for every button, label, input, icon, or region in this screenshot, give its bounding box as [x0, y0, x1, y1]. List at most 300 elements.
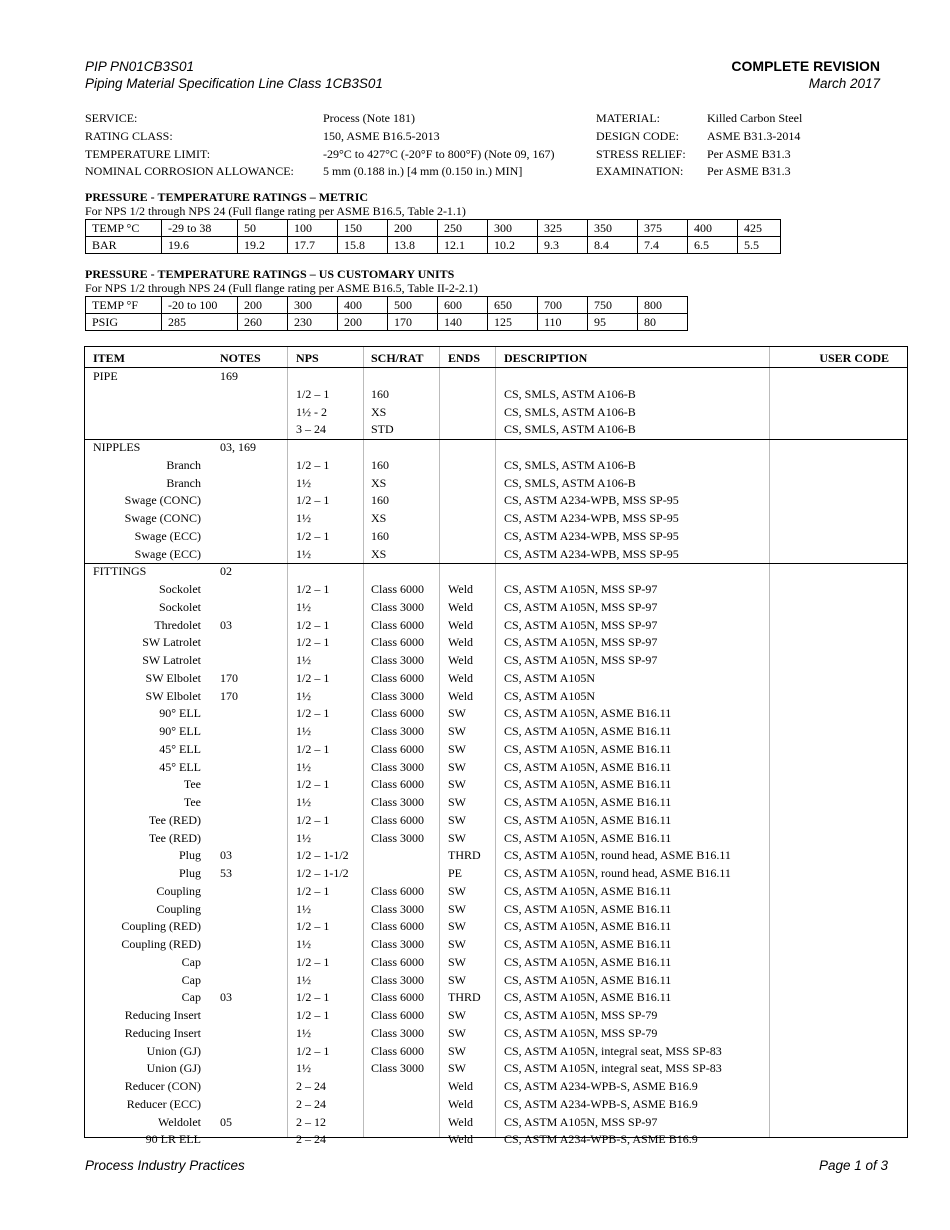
row-description: CS, ASTM A105N, ASME B16.11 — [504, 706, 672, 721]
table-cell: 750 — [588, 297, 638, 314]
table-cell: 350 — [588, 220, 638, 237]
table-row — [85, 670, 907, 688]
row-nps: 1½ — [296, 546, 311, 561]
info-label: TEMPERATURE LIMIT: — [85, 146, 211, 161]
row-sch: Class 3000 — [371, 901, 425, 916]
table-cell: 200 — [388, 220, 438, 237]
group-notes: 03, 169 — [220, 440, 256, 454]
row-sch: Class 6000 — [371, 777, 425, 792]
us-psig-row — [86, 314, 688, 331]
row-ends: SW — [448, 812, 466, 827]
table-row — [85, 901, 907, 919]
info-label: RATING CLASS: — [85, 128, 173, 143]
row-ends: Weld — [448, 635, 474, 650]
row-ends: THRD — [448, 990, 481, 1005]
row-description: CS, ASTM A105N — [504, 688, 596, 703]
row-sch: Class 3000 — [371, 1025, 425, 1040]
table-cell: 170 — [388, 314, 438, 331]
header-item: ITEM — [93, 351, 126, 365]
table-row — [85, 1025, 907, 1043]
table-cell: 200 — [338, 314, 388, 331]
row-subitem: Union (GJ) — [146, 1043, 201, 1058]
row-nps: 2 – 24 — [296, 1096, 326, 1111]
info-value: 5 mm (0.188 in.) [4 mm (0.150 in.) MIN] — [323, 164, 523, 179]
row-notes: 03 — [220, 990, 232, 1005]
metric-bar-row — [86, 237, 781, 254]
info-label: MATERIAL: — [596, 111, 660, 125]
footer-org: Process Industry Practices — [85, 1158, 245, 1173]
table-cell: 150 — [338, 220, 388, 237]
table-cell: 17.7 — [288, 237, 338, 254]
row-sch: Class 3000 — [371, 724, 425, 738]
row-sch: Class 3000 — [371, 795, 425, 809]
row-nps: 2 – 12 — [296, 1114, 326, 1129]
group-notes: 02 — [220, 564, 232, 579]
info-value: Per ASME B31.3 — [707, 164, 791, 179]
table-row — [85, 1060, 907, 1078]
table-cell: 800 — [638, 297, 688, 314]
row-nps: 1½ — [296, 759, 311, 774]
table-row — [85, 776, 907, 794]
group-item: PIPE — [93, 369, 118, 383]
table-row — [85, 475, 907, 493]
row-subitem: Branch — [166, 475, 201, 490]
row-description: CS, ASTM A234-WPB-S, ASME B16.9 — [504, 1096, 698, 1111]
row-sch: XS — [371, 511, 387, 525]
row-nps: 1½ — [296, 599, 311, 614]
row-ends: PE — [448, 866, 463, 880]
info-labels-left — [85, 110, 294, 181]
row-notes: 03 — [220, 617, 232, 632]
row-nps: 1/2 – 1 — [296, 457, 330, 472]
row-nps: 1/2 – 1 — [296, 386, 330, 401]
row-subitem: Swage (CONC) — [124, 511, 201, 525]
row-subitem: Plug — [178, 848, 201, 863]
table-row — [85, 759, 907, 777]
row-subitem: Tee (RED) — [148, 812, 201, 827]
table-row — [85, 652, 907, 670]
us-subtitle: For NPS 1/2 through NPS 24 (Full flange rating per ASME B16.5, Table II-2-2.1) — [85, 281, 478, 295]
group-notes: 169 — [220, 369, 238, 383]
table-cell: 8.4 — [588, 237, 638, 254]
revision-label: COMPLETE REVISION — [731, 58, 880, 74]
table-cell: 50 — [238, 220, 288, 237]
us-ratings-table — [85, 296, 688, 331]
row-subitem: Union (GJ) — [146, 1061, 201, 1076]
table-row — [85, 528, 907, 546]
header-user-code: USER CODE — [819, 351, 889, 365]
table-cell: 10.2 — [488, 237, 538, 254]
row-ends: SW — [448, 937, 466, 951]
row-sch: Class 3000 — [371, 1061, 425, 1076]
table-row — [85, 1096, 907, 1114]
row-subitem: 90° ELL — [159, 724, 201, 738]
header-notes: NOTES — [220, 351, 261, 365]
table-cell: 250 — [438, 220, 488, 237]
row-nps: 1/2 – 1 — [296, 919, 330, 934]
table-row — [85, 599, 907, 617]
table-row — [85, 634, 907, 652]
table-row — [85, 972, 907, 990]
row-subitem: Coupling — [156, 901, 201, 916]
table-cell: 12.1 — [438, 237, 488, 254]
table-cell: 260 — [238, 314, 288, 331]
row-sch: Class 6000 — [371, 812, 425, 827]
row-nps: 2 – 24 — [296, 1132, 326, 1147]
table-row — [85, 404, 907, 422]
row-notes: 53 — [220, 866, 232, 880]
row-ends: Weld — [448, 617, 474, 632]
table-cell: 9.3 — [538, 237, 588, 254]
header-sch: SCH/RAT — [371, 351, 424, 365]
group-item: FITTINGS — [93, 564, 147, 579]
row-subitem: Cap — [181, 954, 201, 969]
row-subitem: SW Elbolet — [145, 688, 201, 703]
table-row — [85, 1114, 907, 1132]
table-cell: TEMP °F — [86, 297, 162, 314]
row-nps: 1/2 – 1 — [296, 706, 330, 721]
row-notes: 05 — [220, 1114, 232, 1129]
page-number: Page 1 of 3 — [818, 1158, 888, 1173]
table-cell: 400 — [338, 297, 388, 314]
row-sch: Class 6000 — [371, 706, 425, 721]
row-nps: 1½ — [296, 724, 311, 738]
group-row — [85, 368, 907, 386]
table-row — [85, 812, 907, 830]
table-cell: 200 — [238, 297, 288, 314]
row-nps: 1½ — [296, 830, 311, 845]
row-ends: SW — [448, 954, 466, 969]
row-ends: SW — [448, 830, 466, 845]
row-ends: SW — [448, 1025, 466, 1040]
doc-id: PIP PN01CB3S01 — [85, 59, 195, 74]
row-description: CS, ASTM A234-WPB, MSS SP-95 — [504, 511, 679, 525]
row-nps: 1½ — [296, 511, 311, 525]
row-description: CS, ASTM A105N, ASME B16.11 — [504, 937, 672, 951]
table-cell: 300 — [488, 220, 538, 237]
row-description: CS, SMLS, ASTM A106-B — [504, 457, 636, 472]
row-nps: 1/2 – 1 — [296, 990, 330, 1005]
row-nps: 1½ — [296, 901, 311, 916]
row-sch: Class 6000 — [371, 582, 425, 596]
table-cell: 600 — [438, 297, 488, 314]
table-row — [85, 1078, 907, 1096]
table-cell: 300 — [288, 297, 338, 314]
row-description: CS, ASTM A105N, ASME B16.11 — [504, 990, 672, 1005]
table-row — [85, 1007, 907, 1025]
row-sch: STD — [371, 422, 394, 437]
row-ends: Weld — [448, 670, 474, 685]
spec-table — [84, 346, 908, 1147]
table-row — [85, 954, 907, 972]
row-subitem: Tee — [183, 795, 201, 809]
table-cell: 425 — [738, 220, 781, 237]
row-ends: SW — [448, 919, 466, 934]
table-row — [85, 1043, 907, 1061]
table-cell: 500 — [388, 297, 438, 314]
row-ends: Weld — [448, 582, 474, 596]
row-nps: 1/2 – 1 — [296, 493, 330, 508]
table-cell: 375 — [638, 220, 688, 237]
row-sch: Class 6000 — [371, 954, 425, 969]
row-sch: Class 3000 — [371, 688, 425, 703]
row-description: CS, ASTM A105N, round head, ASME B16.11 — [504, 848, 731, 863]
table-cell: -29 to 38 — [162, 220, 238, 237]
group-row — [85, 439, 907, 457]
row-ends: THRD — [448, 848, 481, 863]
table-row — [85, 1131, 907, 1149]
row-subitem: SW Latrolet — [142, 635, 201, 650]
row-subitem: Coupling (RED) — [121, 919, 201, 934]
table-cell: 325 — [538, 220, 588, 237]
row-subitem: Sockolet — [159, 599, 201, 614]
us-ratings-heading — [85, 267, 478, 295]
metric-ratings-table — [85, 219, 781, 254]
row-nps: 1/2 – 1 — [296, 582, 330, 596]
row-description: CS, ASTM A105N, MSS SP-97 — [504, 653, 658, 667]
table-row — [85, 510, 907, 528]
table-cell: 140 — [438, 314, 488, 331]
row-subitem: Branch — [166, 457, 201, 472]
row-description: CS, SMLS, ASTM A106-B — [504, 475, 636, 490]
table-cell: 6.5 — [688, 237, 738, 254]
row-description: CS, ASTM A105N, ASME B16.11 — [504, 777, 672, 792]
row-nps: 1/2 – 1 — [296, 741, 330, 756]
row-description: CS, ASTM A105N, ASME B16.11 — [504, 759, 672, 774]
info-label: EXAMINATION: — [596, 164, 684, 179]
table-cell: 5.5 — [738, 237, 781, 254]
info-label: DESIGN CODE: — [596, 128, 679, 143]
table-cell: -20 to 100 — [162, 297, 238, 314]
info-values-right — [707, 110, 802, 181]
table-row — [85, 386, 907, 404]
row-description: CS, ASTM A105N, MSS SP-97 — [504, 1114, 658, 1129]
row-description: CS, ASTM A234-WPB, MSS SP-95 — [504, 528, 679, 543]
info-values-left — [323, 110, 555, 181]
row-description: CS, ASTM A105N, ASME B16.11 — [504, 919, 672, 934]
metric-subtitle: For NPS 1/2 through NPS 24 (Full flange rating per ASME B16.5, Table 2-1.1) — [85, 204, 466, 218]
row-subitem: Tee (RED) — [148, 830, 201, 845]
info-labels-right — [596, 110, 686, 181]
row-sch: Class 3000 — [371, 937, 425, 951]
header-description: DESCRIPTION — [504, 351, 588, 365]
header-ends: ENDS — [448, 351, 481, 365]
row-description: CS, ASTM A105N, round head, ASME B16.11 — [504, 866, 731, 880]
row-description: CS, ASTM A105N, ASME B16.11 — [504, 954, 672, 969]
row-notes: 03 — [220, 848, 232, 863]
info-value: 150, ASME B16.5-2013 — [323, 128, 440, 143]
row-sch: Class 3000 — [371, 759, 425, 774]
row-ends: SW — [448, 1061, 466, 1076]
row-sch: Class 6000 — [371, 617, 425, 632]
us-temp-row — [86, 297, 688, 314]
table-row — [85, 457, 907, 475]
row-ends: Weld — [448, 599, 474, 614]
group-row — [85, 563, 907, 581]
table-cell: 80 — [638, 314, 688, 331]
row-subitem: Swage (CONC) — [124, 493, 201, 508]
row-nps: 1/2 – 1 — [296, 635, 330, 650]
row-nps: 2 – 24 — [296, 1079, 326, 1093]
table-row — [85, 705, 907, 723]
row-sch: 160 — [371, 493, 389, 508]
row-ends: SW — [448, 1043, 466, 1058]
row-ends: SW — [448, 777, 466, 792]
metric-title: PRESSURE - TEMPERATURE RATINGS – METRIC — [85, 190, 369, 204]
info-value: ASME B31.3-2014 — [707, 128, 801, 143]
row-subitem: Reducer (ECC) — [126, 1096, 201, 1111]
row-sch: Class 3000 — [371, 599, 425, 614]
row-description: CS, ASTM A105N, ASME B16.11 — [504, 972, 672, 987]
table-cell: BAR — [86, 237, 162, 254]
row-subitem: Plug — [178, 866, 201, 880]
row-ends: SW — [448, 706, 466, 721]
row-nps: 1½ — [296, 972, 311, 987]
row-sch: Class 3000 — [371, 653, 425, 667]
table-row — [85, 989, 907, 1007]
info-value: Per ASME B31.3 — [707, 146, 791, 161]
row-nps: 1½ — [296, 688, 311, 703]
table-row — [85, 546, 907, 564]
row-sch: Class 6000 — [371, 883, 425, 898]
table-cell: 650 — [488, 297, 538, 314]
row-nps: 1½ — [296, 1025, 311, 1040]
row-sch: 160 — [371, 528, 389, 543]
row-subitem: Swage (ECC) — [134, 546, 201, 561]
row-ends: SW — [448, 901, 466, 916]
row-sch: XS — [371, 546, 387, 561]
row-ends: Weld — [448, 653, 474, 667]
row-description: CS, ASTM A234-WPB-S, ASME B16.9 — [504, 1079, 698, 1093]
table-cell: 19.6 — [162, 237, 238, 254]
table-row — [85, 918, 907, 936]
row-sch: Class 3000 — [371, 830, 425, 845]
row-sch: Class 6000 — [371, 670, 425, 685]
table-cell: TEMP °C — [86, 220, 162, 237]
table-row — [85, 936, 907, 954]
row-sch: Class 6000 — [371, 919, 425, 934]
info-value: -29°C to 427°C (-20°F to 800°F) (Note 09, 167) — [323, 146, 555, 161]
row-sch: Class 6000 — [371, 1008, 425, 1022]
row-subitem: Weldolet — [157, 1114, 201, 1129]
info-label: NOMINAL CORROSION ALLOWANCE: — [85, 164, 294, 179]
row-ends: Weld — [448, 1114, 474, 1129]
row-nps: 1/2 – 1 — [296, 670, 330, 685]
row-description: CS, ASTM A234-WPB, MSS SP-95 — [504, 546, 679, 561]
metric-ratings-heading — [85, 190, 466, 218]
row-subitem: Swage (ECC) — [134, 528, 201, 543]
row-description: CS, ASTM A234-WPB-S, ASME B16.9 — [504, 1132, 698, 1147]
table-row — [85, 794, 907, 812]
row-sch: Class 3000 — [371, 972, 425, 987]
table-row — [85, 581, 907, 599]
header-nps: NPS — [296, 351, 319, 365]
table-row — [85, 421, 907, 439]
row-nps: 1/2 – 1 — [296, 777, 330, 792]
table-cell: 19.2 — [238, 237, 288, 254]
page-header-left — [85, 58, 383, 92]
table-cell: 15.8 — [338, 237, 388, 254]
row-description: CS, ASTM A105N — [504, 670, 596, 685]
row-sch: Class 6000 — [371, 741, 425, 756]
row-description: CS, ASTM A105N, ASME B16.11 — [504, 724, 672, 738]
table-row — [85, 865, 907, 883]
row-subitem: Coupling (RED) — [121, 937, 201, 951]
table-row — [85, 492, 907, 510]
row-nps: 1/2 – 1 — [296, 954, 330, 969]
row-subitem: 90 LR ELL — [145, 1132, 201, 1147]
table-row — [85, 617, 907, 635]
row-notes: 170 — [220, 670, 238, 685]
row-description: CS, SMLS, ASTM A106-B — [504, 404, 636, 419]
table-cell: 700 — [538, 297, 588, 314]
row-nps: 3 – 24 — [296, 422, 326, 437]
table-cell: 95 — [588, 314, 638, 331]
row-subitem: Sockolet — [159, 582, 201, 596]
row-sch: XS — [371, 404, 387, 419]
row-sch: 160 — [371, 457, 389, 472]
row-nps: 1/2 – 1 — [296, 617, 330, 632]
row-description: CS, ASTM A105N, ASME B16.11 — [504, 812, 672, 827]
row-ends: SW — [448, 883, 466, 898]
table-cell: 13.8 — [388, 237, 438, 254]
row-description: CS, ASTM A105N, ASME B16.11 — [504, 883, 672, 898]
row-notes: 170 — [220, 688, 238, 703]
row-ends: SW — [448, 1008, 466, 1022]
row-nps: 1/2 – 1-1/2 — [296, 866, 349, 880]
table-cell: 230 — [288, 314, 338, 331]
row-nps: 1/2 – 1 — [296, 528, 330, 543]
row-sch: Class 6000 — [371, 635, 425, 650]
row-nps: 1½ - 2 — [296, 404, 327, 419]
revision-date: March 2017 — [808, 76, 880, 91]
table-row — [85, 847, 907, 865]
table-row — [85, 741, 907, 759]
row-subitem: SW Latrolet — [142, 653, 201, 667]
row-subitem: Tee — [183, 777, 201, 792]
table-cell: 100 — [288, 220, 338, 237]
table-cell: 400 — [688, 220, 738, 237]
table-cell: 285 — [162, 314, 238, 331]
row-description: CS, ASTM A105N, ASME B16.11 — [504, 901, 672, 916]
row-subitem: Reducing Insert — [124, 1025, 201, 1040]
group-item: NIPPLES — [93, 440, 141, 454]
row-description: CS, ASTM A105N, ASME B16.11 — [504, 830, 672, 845]
table-cell: 7.4 — [638, 237, 688, 254]
row-description: CS, ASTM A105N, ASME B16.11 — [504, 795, 672, 809]
row-subitem: 45° ELL — [159, 741, 201, 756]
row-ends: Weld — [448, 1096, 474, 1111]
row-ends: SW — [448, 759, 466, 774]
row-subitem: Cap — [181, 990, 201, 1005]
row-nps: 1½ — [296, 937, 311, 951]
row-description: CS, ASTM A105N, MSS SP-97 — [504, 599, 658, 614]
table-row — [85, 688, 907, 706]
row-nps: 1/2 – 1 — [296, 1008, 330, 1022]
row-description: CS, ASTM A105N, MSS SP-97 — [504, 582, 658, 596]
table-row — [85, 723, 907, 741]
row-description: CS, ASTM A105N, MSS SP-79 — [504, 1008, 658, 1022]
row-description: CS, ASTM A234-WPB, MSS SP-95 — [504, 493, 679, 508]
row-subitem: 90° ELL — [159, 706, 201, 721]
row-subitem: SW Elbolet — [145, 670, 201, 685]
table-cell: 110 — [538, 314, 588, 331]
table-cell: PSIG — [86, 314, 162, 331]
row-nps: 1/2 – 1 — [296, 1043, 330, 1058]
row-description: CS, SMLS, ASTM A106-B — [504, 386, 636, 401]
row-description: CS, ASTM A105N, MSS SP-97 — [504, 617, 658, 632]
metric-temp-row — [86, 220, 781, 237]
